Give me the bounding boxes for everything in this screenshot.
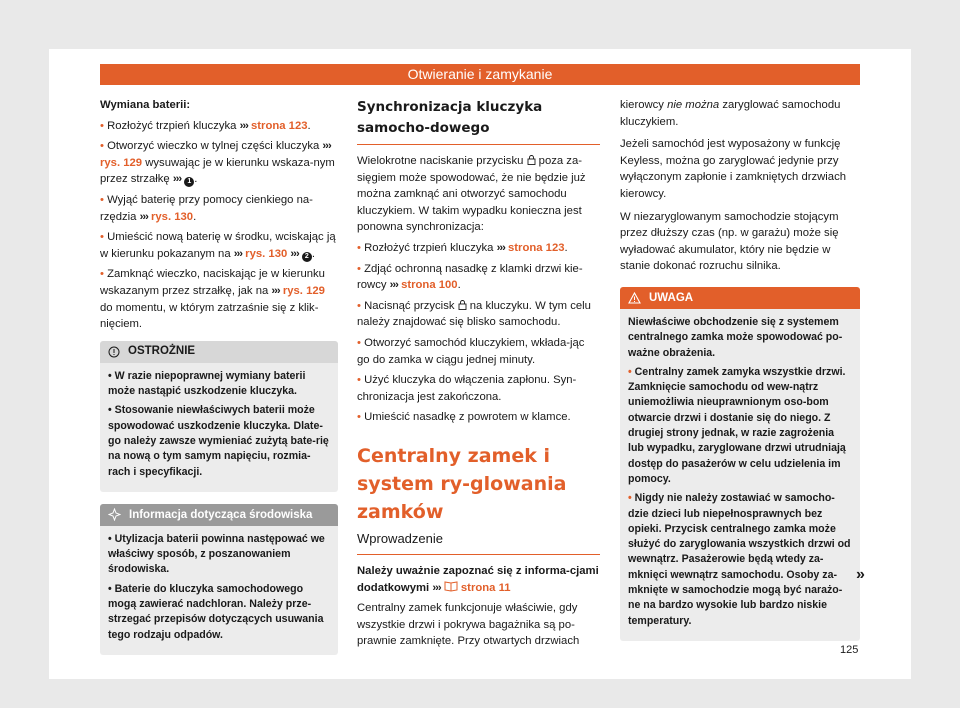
column-1 [100,97,338,655]
bullet-icon: • [108,404,115,417]
caution-title: OSTROŻNIE [128,345,196,358]
reference-link[interactable]: strona 123 [247,119,308,132]
chapter-title: Centralny zamek i system ry-glowania zamków [357,444,567,523]
bullet-icon: • [357,411,365,424]
central-lock-body: Centralny zamek funkcjonuje właściwie, gdy wszystkie drzwi i pokrywa bagażnika są po-prawnie zamknięte. Przy otwartych drzwiach [357,602,580,648]
paragraph-1: kierowcy nie można zaryglować samochodu kluczykiem. [620,99,841,128]
environment-box [100,504,338,655]
bullet-icon: • [357,336,365,349]
info-circle-icon [108,346,120,358]
list-item: • Rozłożyć trzpień kluczyka ››› strona 123. [357,241,568,254]
box-item: • Centralny zamek zamyka wszystkie drzwi. Zamknięcie samochodu od wew-nątrz uniemożliwia nieuprawnionym oso-bom otwarcie drzwi i dostanie się do niego. Z drugiej strony jednak, w razie zagrożenia lub wypadku, zaryglowane drzwi utrudniają dostęp do pasażerów w celu udzielenia im pomocy. [628,365,846,485]
bullet-icon: • [628,365,635,378]
additional-info-note: Należy uważnie zapoznać się z informa-cjami dodatkowymi ››› strona 11 [357,564,599,594]
reference-link[interactable]: rys. 130 [242,247,288,260]
sync-steps [357,240,600,426]
warning-lead: Niewłaściwe obchodzenie się z systemem centralnego zamka może spowodować po-ważne obrażenia. [628,315,843,359]
subsection-title: Wprowadzenie [357,530,600,555]
bullet-icon: • [108,369,115,382]
leaf-icon [108,508,121,521]
lock-icon [527,155,536,165]
bullet-icon: • [628,492,635,505]
list-item: • Umieścić nową baterię w środku, wciskając ją w kierunku pokazanym na ››› rys. 130 ››› 2 . [100,231,336,260]
warning-header [620,287,860,309]
list-item: • Otworzyć samochód kluczykiem, wkłada-jąc go do zamka w ciągu jednej minuty. [357,336,585,366]
sync-intro: Wielokrotne naciskanie przycisku poza za-sięgiem może spowodować, że nie będzie już można zamknąć ani otworzyć samochodu kluczykiem. W takim wypadku konieczna jest ponowna synchronizacja: [357,155,586,234]
warning-body [620,309,860,641]
bullet-icon: • [100,231,108,244]
list-item: • Wyjąć baterię przy pomocy cienkiego na-rzędzia ››› rys. 130. [100,193,313,223]
page-number: 125 [840,644,859,656]
callout-number: 1 [184,177,194,187]
list-item: • Zamknąć wieczko, naciskając je w kierunku wskazanym przez strzałkę, jak na ››› rys. 129 do momentu, w którym zatrzaśnie się z klik-nięciem. [100,268,325,331]
environment-body [100,526,338,655]
paragraph-battery: W niezaryglowanym samochodzie stojącym przez dłuższy czas (np. w garażu) może się wyładować akumulator, który nie będzie w stanie dokonać rozruchu silnika. [620,210,839,273]
page-header: Otwieranie i zamykanie [100,64,860,85]
bullet-icon: • [357,262,365,275]
list-item: • Otworzyć wieczko w tylnej części kluczyka ››› rys. 129 wysuwając je w kierunku wskaza-nym przez strzałkę ››› 1 . [100,140,335,186]
bullet-icon: • [357,299,365,312]
bullet-icon: • [100,140,108,153]
book-icon [444,580,458,592]
warning-items [628,365,852,629]
section-title-sync: Synchronizacja kluczyka samocho-dowego [357,97,600,145]
bullet-icon: • [100,193,108,206]
continue-mark: » [856,566,865,583]
paragraph-keyless: Jeżeli samochód jest wyposażony w funkcję Keyless, można go zaryglować jedynie przy wyłączonym zapłonie i zamkniętych drzwiach kierowcy. [620,138,847,200]
caution-header [100,341,338,363]
bullet-icon: • [108,582,115,595]
warning-triangle-icon [628,292,641,304]
lock-icon [458,300,467,310]
list-item: • Rozłożyć trzpień kluczyka ››› strona 123. [100,119,311,132]
reference-link[interactable]: rys. 129 [100,156,143,169]
bullet-icon: • [357,241,365,254]
callout-number: 2 [302,252,312,262]
list-item: • Zdjąć ochronną nasadkę z klamki drzwi kie-rowcy ››› strona 100. [357,262,583,292]
warning-title: UWAGA [649,291,694,304]
bullet-icon: • [100,268,108,281]
environment-title: Informacja dotycząca środowiska [129,508,313,521]
heading-battery: Wymiana baterii: [100,99,191,111]
column-2 [357,97,600,654]
reference-link[interactable]: strona 123 [504,241,565,254]
list-item: • Nacisnąć przycisk na kluczyku. W tym celu należy znajdować się blisko samochodu. [357,299,591,329]
reference-link[interactable]: strona 100 [397,279,458,292]
column-3 [620,97,860,641]
box-item: • Utylizacja baterii powinna następować we właściwy sposób, z poszanowaniem środowiska. [108,532,325,576]
box-item: • W razie niepoprawnej wymiany baterii może nastąpić uszkodzenie kluczyka. [108,369,306,398]
box-item: • Baterie do kluczyka samochodowego mogą zawierać nadchloran. Należy prze-strzegać przepisów dotyczących usuwania tego rodzaju odpadów. [108,582,324,641]
note-link[interactable]: strona 11 [457,581,511,594]
environment-header [100,504,338,526]
reference-link[interactable]: rys. 130 [147,210,194,223]
caution-box [100,341,338,492]
reference-link[interactable]: rys. 129 [279,284,325,297]
box-item: • Nigdy nie należy zostawiać w samocho-dzie dzieci lub niepełnosprawnych bez opieki. Przycisk centralnego zamka może służyć do zaryglowania wszystkich drzwi od wewnątrz. Pasażerowie będą wtedy za-mknięci wewnątrz samochodu. Osoby za-mknięte w samochodzie mogą być narażo-ne na bardzo wysokie lub bardzo niskie temperatury. [628,492,851,627]
battery-steps [100,118,338,333]
bullet-icon: • [357,374,365,387]
bullet-icon: • [108,532,115,545]
bullet-icon: • [100,119,108,132]
warning-box [620,287,860,641]
box-item: • Stosowanie niewłaściwych baterii może spowodować uszkodzenie kluczyka. Dlate-go należy zawsze wymieniać zużytą bate-rię na nową o tym samym napięciu, rozmia-rach i specyfikacji. [108,404,329,478]
list-item: • Umieścić nasadkę z powrotem w klamce. [357,411,571,424]
caution-body [100,363,338,492]
list-item: • Użyć kluczyka do włączenia zapłonu. Syn-chronizacja jest zakończona. [357,374,577,403]
